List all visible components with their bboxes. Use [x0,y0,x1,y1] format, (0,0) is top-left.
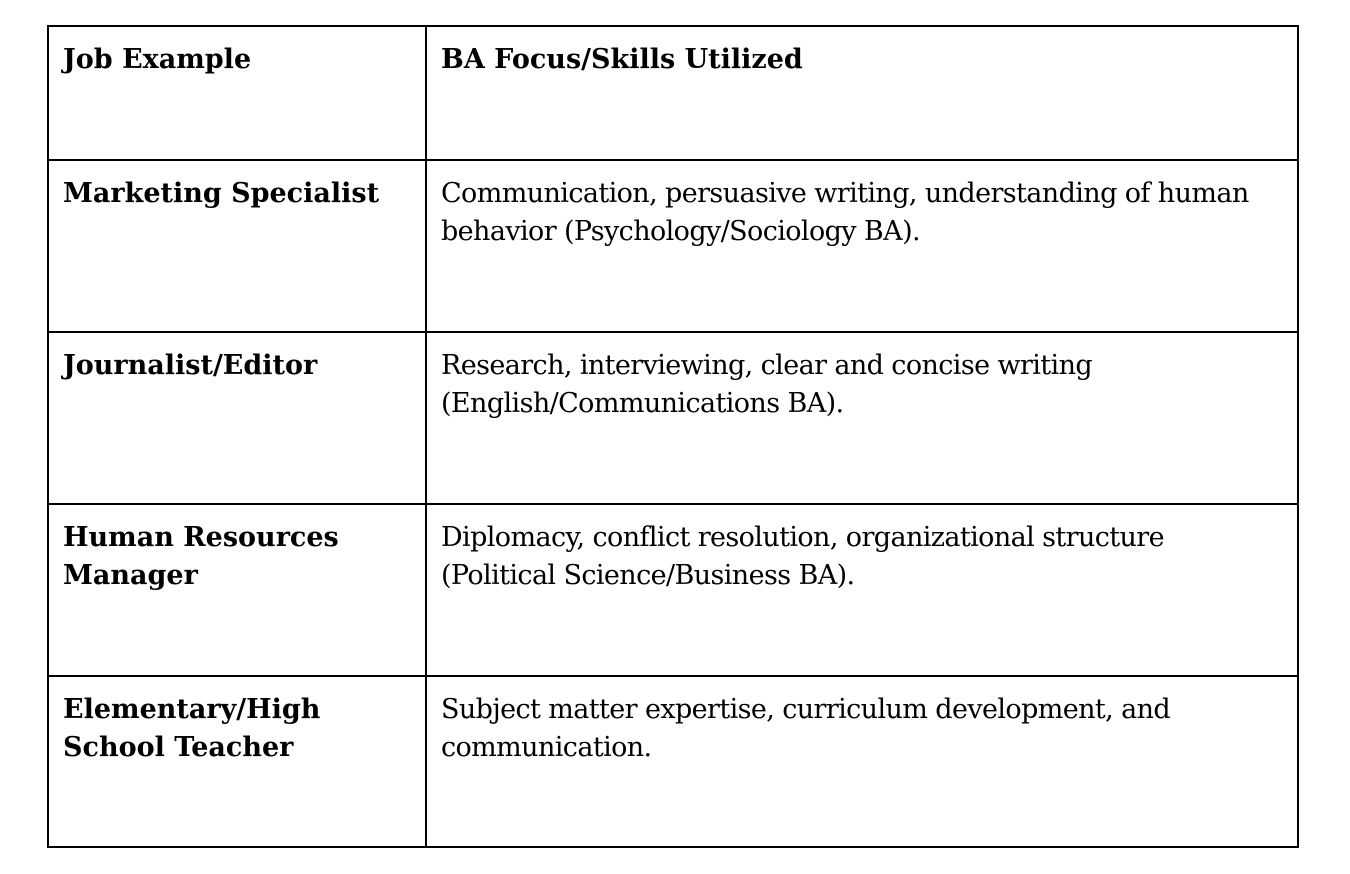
skills-cell: Research, interviewing, clear and concise writing (English/Communications BA). [426,332,1298,504]
table-row [48,332,1298,504]
job-cell: Elementary/High School Teacher [48,676,426,847]
skills-cell: Diplomacy, conflict resolution, organizational structure (Political Science/Business BA). [426,504,1298,676]
header-job-example: Job Example [48,26,426,160]
table-header-row [48,26,1298,160]
table-row [48,676,1298,847]
job-cell: Human Resources Manager [48,504,426,676]
job-cell: Marketing Specialist [48,160,426,332]
job-cell: Journalist/Editor [48,332,426,504]
skills-cell: Subject matter expertise, curriculum development, and communication. [426,676,1298,847]
skills-cell: Communication, persuasive writing, understanding of human behavior (Psychology/Sociology BA). [426,160,1298,332]
job-skills-table [47,25,1299,848]
table-row [48,160,1298,332]
table-row [48,504,1298,676]
header-ba-focus-skills: BA Focus/Skills Utilized [426,26,1298,160]
